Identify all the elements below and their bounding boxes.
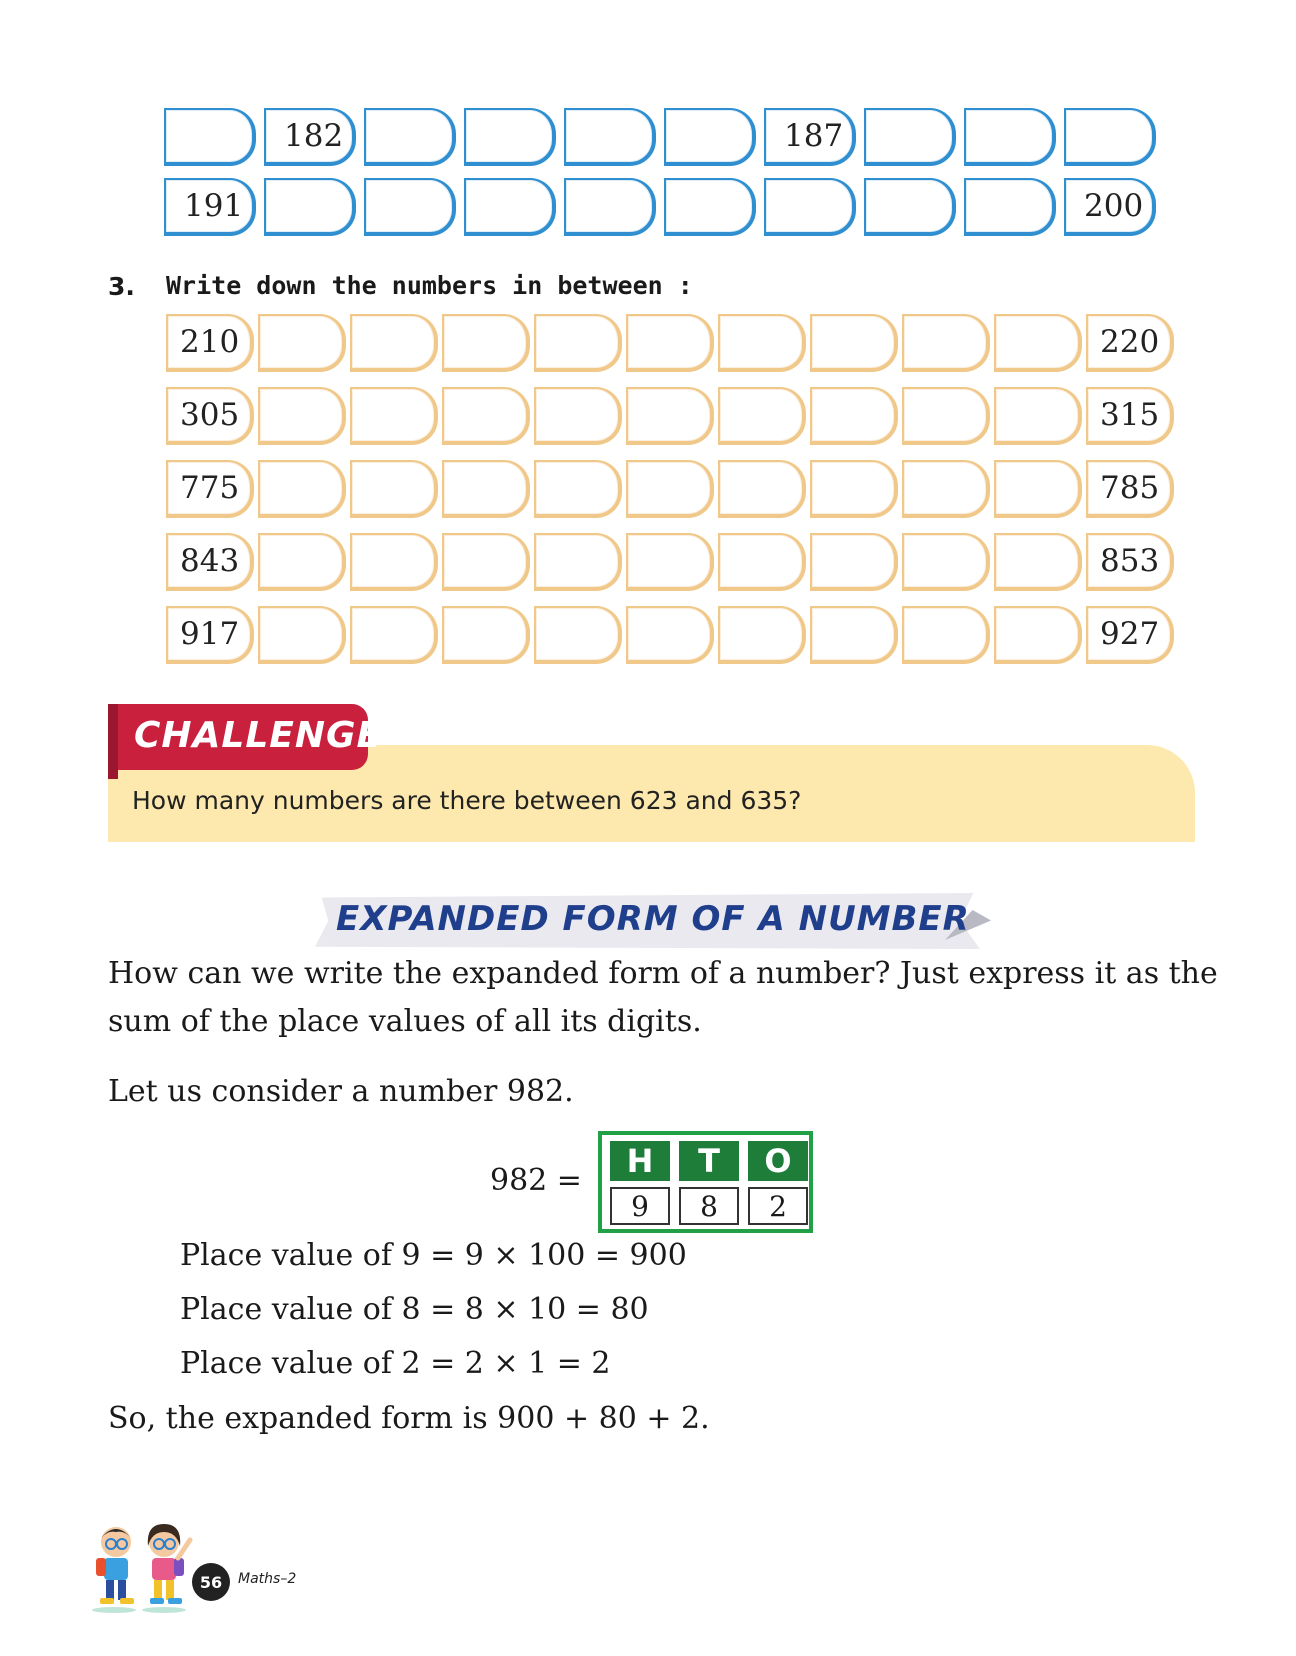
number-box[interactable] <box>464 178 556 236</box>
answer-box[interactable] <box>442 606 530 664</box>
place-value-chart <box>598 1131 813 1233</box>
kids-illustration <box>86 1518 198 1614</box>
number-box[interactable] <box>664 178 756 236</box>
end-box: 315 <box>1086 387 1174 445</box>
answer-box[interactable] <box>350 387 438 445</box>
answer-box[interactable] <box>810 606 898 664</box>
answer-box[interactable] <box>994 606 1082 664</box>
answer-box[interactable] <box>718 460 806 518</box>
intro-line-1: How can we write the expanded form of a number? Just express it as the <box>108 956 1218 991</box>
end-box: 927 <box>1086 606 1174 664</box>
place-value-line: Place value of 8 = 8 × 10 = 80 <box>180 1292 649 1327</box>
answer-box[interactable] <box>902 533 990 591</box>
answer-box[interactable] <box>350 314 438 372</box>
end-box: 785 <box>1086 460 1174 518</box>
answer-box[interactable] <box>994 533 1082 591</box>
answer-box[interactable] <box>994 314 1082 372</box>
question-text: Write down the numbers in between : <box>166 271 693 300</box>
answer-box[interactable] <box>626 387 714 445</box>
answer-box[interactable] <box>718 314 806 372</box>
number-box[interactable] <box>964 178 1056 236</box>
answer-box[interactable] <box>442 533 530 591</box>
consider-text: Let us consider a number 982. <box>108 1074 574 1109</box>
start-box: 917 <box>166 606 254 664</box>
answer-box[interactable] <box>902 314 990 372</box>
ones-header: O <box>748 1141 808 1181</box>
tens-header: T <box>679 1141 739 1181</box>
tens-digit: 8 <box>679 1187 739 1225</box>
answer-box[interactable] <box>442 460 530 518</box>
answer-box[interactable] <box>258 314 346 372</box>
number-box[interactable] <box>864 108 956 166</box>
number-box[interactable]: 182 <box>264 108 356 166</box>
number-box[interactable] <box>764 178 856 236</box>
answer-box[interactable] <box>810 387 898 445</box>
hundreds-digit: 9 <box>610 1187 670 1225</box>
answer-box[interactable] <box>258 606 346 664</box>
number-box[interactable] <box>564 178 656 236</box>
number-box[interactable] <box>464 108 556 166</box>
equation-label: 982 = <box>490 1163 582 1198</box>
answer-box[interactable] <box>350 606 438 664</box>
place-value-line: Place value of 2 = 2 × 1 = 2 <box>180 1346 611 1381</box>
answer-box[interactable] <box>902 387 990 445</box>
number-box[interactable] <box>1064 108 1156 166</box>
start-box: 775 <box>166 460 254 518</box>
between-row <box>0 533 1296 593</box>
answer-box[interactable] <box>626 460 714 518</box>
number-box[interactable]: 187 <box>764 108 856 166</box>
page-number: 56 <box>192 1563 230 1601</box>
hundreds-header: H <box>610 1141 670 1181</box>
answer-box[interactable] <box>534 533 622 591</box>
book-name: Maths–2 <box>238 1571 297 1587</box>
number-box[interactable] <box>964 108 1056 166</box>
blue-row-1 <box>0 108 1296 168</box>
answer-box[interactable] <box>258 387 346 445</box>
answer-box[interactable] <box>534 387 622 445</box>
number-box[interactable] <box>164 108 256 166</box>
answer-box[interactable] <box>902 606 990 664</box>
end-box: 853 <box>1086 533 1174 591</box>
conclusion-text: So, the expanded form is 900 + 80 + 2. <box>108 1401 710 1436</box>
between-row <box>0 314 1296 374</box>
blue-row-2 <box>0 178 1296 238</box>
answer-box[interactable] <box>994 387 1082 445</box>
number-box[interactable] <box>564 108 656 166</box>
number-box[interactable] <box>664 108 756 166</box>
start-box: 843 <box>166 533 254 591</box>
answer-box[interactable] <box>718 606 806 664</box>
end-box: 220 <box>1086 314 1174 372</box>
answer-box[interactable] <box>810 533 898 591</box>
answer-box[interactable] <box>810 314 898 372</box>
answer-box[interactable] <box>626 533 714 591</box>
answer-box[interactable] <box>534 460 622 518</box>
challenge-title: CHALLENGE <box>134 715 383 756</box>
answer-box[interactable] <box>718 533 806 591</box>
number-box[interactable] <box>864 178 956 236</box>
answer-box[interactable] <box>626 606 714 664</box>
answer-box[interactable] <box>442 314 530 372</box>
answer-box[interactable] <box>718 387 806 445</box>
challenge-text: How many numbers are there between 623 and 635? <box>132 786 802 815</box>
challenge-flag-pole <box>108 704 118 779</box>
between-row <box>0 460 1296 520</box>
answer-box[interactable] <box>534 314 622 372</box>
between-row <box>0 606 1296 666</box>
answer-box[interactable] <box>534 606 622 664</box>
ones-digit: 2 <box>748 1187 808 1225</box>
answer-box[interactable] <box>350 460 438 518</box>
number-box[interactable] <box>264 178 356 236</box>
answer-box[interactable] <box>994 460 1082 518</box>
answer-box[interactable] <box>442 387 530 445</box>
start-box: 210 <box>166 314 254 372</box>
answer-box[interactable] <box>258 460 346 518</box>
answer-box[interactable] <box>810 460 898 518</box>
answer-box[interactable] <box>258 533 346 591</box>
answer-box[interactable] <box>350 533 438 591</box>
question-number: 3. <box>108 272 135 301</box>
intro-line-2: sum of the place values of all its digits. <box>108 1004 702 1039</box>
number-box[interactable] <box>364 178 456 236</box>
answer-box[interactable] <box>626 314 714 372</box>
between-row <box>0 387 1296 447</box>
section-title: EXPANDED FORM OF A NUMBER <box>336 899 970 939</box>
place-value-line: Place value of 9 = 9 × 100 = 900 <box>180 1238 687 1273</box>
number-box[interactable] <box>364 108 456 166</box>
number-box[interactable]: 191 <box>164 178 256 236</box>
start-box: 305 <box>166 387 254 445</box>
answer-box[interactable] <box>902 460 990 518</box>
number-box[interactable]: 200 <box>1064 178 1156 236</box>
